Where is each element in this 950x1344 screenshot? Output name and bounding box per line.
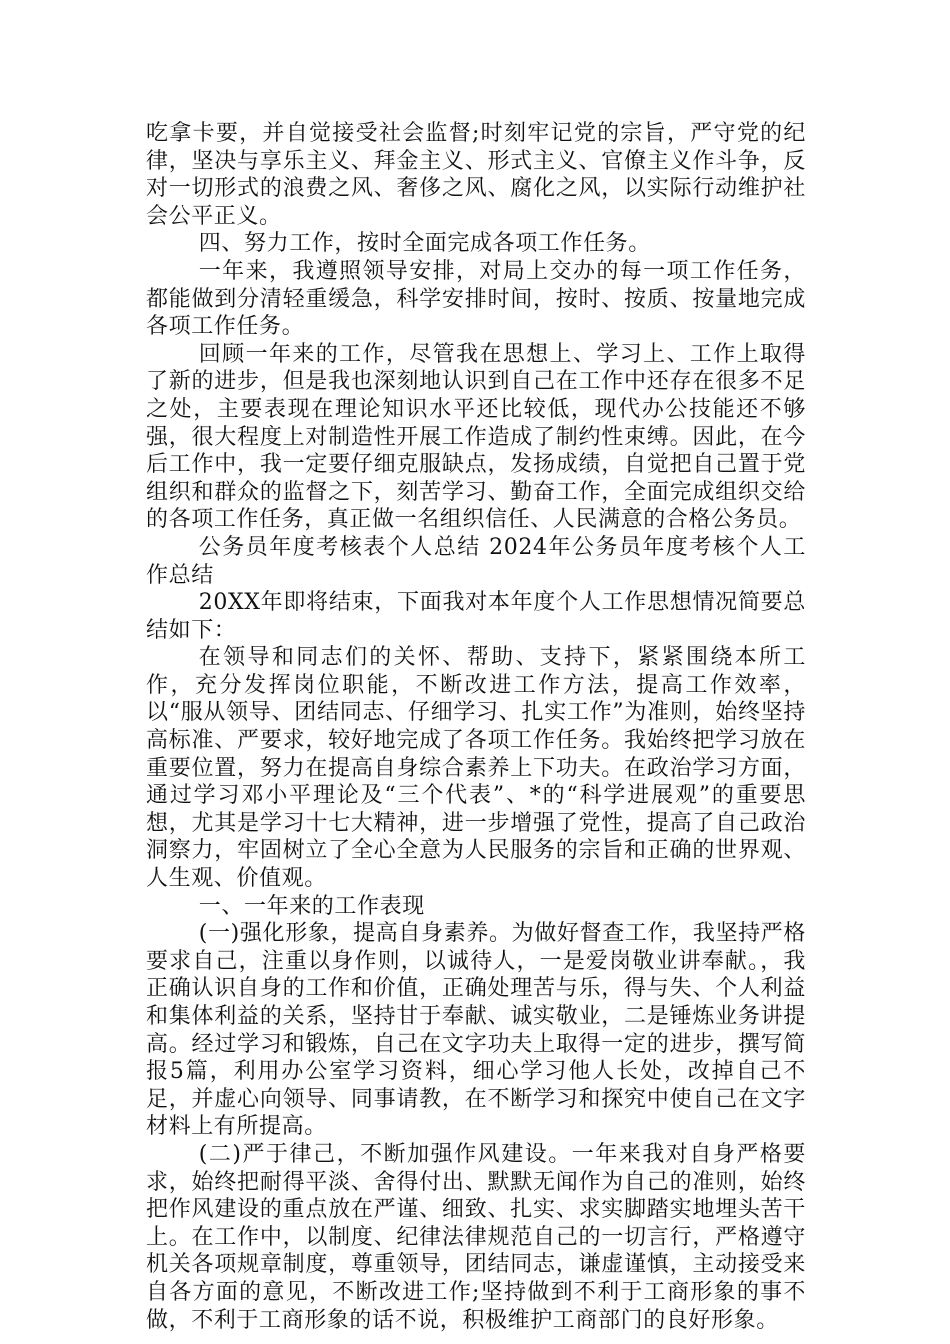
- paragraph-2-heading: 四、努力工作，按时全面完成各项工作任务。: [198, 231, 651, 257]
- paragraph-8-heading: 一、一年来的工作表现: [198, 893, 425, 919]
- paragraph-3: 一年来，我遵照领导安排，对局上交办的每一项工作任务，都能做到分清轻重缓急，科学安排时间，按时、按质、按量地完成各项工作任务。: [146, 258, 806, 340]
- paragraph-9: (一)强化形象，提高自身素养。为做好督查工作，我坚持严格要求自己，注重以身作则，以诚待人，一是爱岗敬业讲奉献。，我正确认识自身的工作和价值，正确处理苦与乐，得与失、个人利益和集体利益的关系，坚持甘于奉献、诚实敬业，二是锤炼业务讲提高。经过学习和锻炼，自己在文字功夫上取得一定的进步，撰写简报5篇，利用办公室学习资料，细心学习他人长处，改掉自己不足，并虚心向领导、同事请教，在不断学习和探究中使自己在文字材料上有所提高。: [146, 921, 806, 1140]
- paragraph-4: 回顾一年来的工作，尽管我在思想上、学习上、工作上取得了新的进步，但是我也深刻地认识到自己在工作中还存在很多不足之处，主要表现在理论知识水平还比较低，现代办公技能还不够强，很大程度上对制造性开展工作造成了制约性束缚。因此，在今后工作中，我一定要仔细克服缺点，发扬成绩，自觉把自己置于党组织和群众的监督之下，刻苦学习、勤奋工作，全面完成组织交给的各项工作任务，真正做一名组织信任、人民满意的合格公务员。: [146, 341, 806, 533]
- paragraph-7: 在领导和同志们的关怀、帮助、支持下，紧紧围绕本所工作，充分发挥岗位职能，不断改进工作方法，提高工作效率，以“服从领导、团结同志、仔细学习、扎实工作”为准则，始终坚持高标准、严要求，较好地完成了各项工作任务。我始终把学习放在重要位置，努力在提高自身综合素养上下功夫。在政治学习方面，通过学习邓小平理论及“三个代表”、*的“科学进展观”的重要思想，尤其是学习十七大精神，进一步增强了党性，提高了自己政治洞察力，牢固树立了全心全意为人民服务的宗旨和正确的世界观、人生观、价值观。: [146, 645, 806, 892]
- paragraph-1: 吃拿卡要，并自觉接受社会监督;时刻牢记党的宗旨，严守党的纪律，坚决与享乐主义、拜金主义、形式主义、官僚主义作斗争，反对一切形式的浪费之风、奢侈之风、腐化之风，以实际行动维护社会公平正义。: [146, 121, 806, 229]
- document-body: [146, 120, 806, 1334]
- paragraph-6: 20XX年即将结束，下面我对本年度个人工作思想情况简要总结如下：: [146, 590, 806, 643]
- paragraph-10: (二)严于律己，不断加强作风建设。一年来我对自身严格要求，始终把耐得平淡、舍得付出、默默无闻作为自己的准则，始终把作风建设的重点放在严谨、细致、扎实、求实脚踏实地埋头苦干上。在工作中，以制度、纪律法律规范自己的一切言行，严格遵守机关各项规章制度，尊重领导，团结同志，谦虚谨慎，主动接受来自各方面的意见，不断改进工作;坚持做到不利于工商形象的事不做，不利于工商形象的话不说，积极维护工商部门的良好形象。: [146, 1141, 806, 1333]
- paragraph-5-title: 公务员年度考核表个人总结 2024年公务员年度考核个人工作总结: [146, 534, 806, 588]
